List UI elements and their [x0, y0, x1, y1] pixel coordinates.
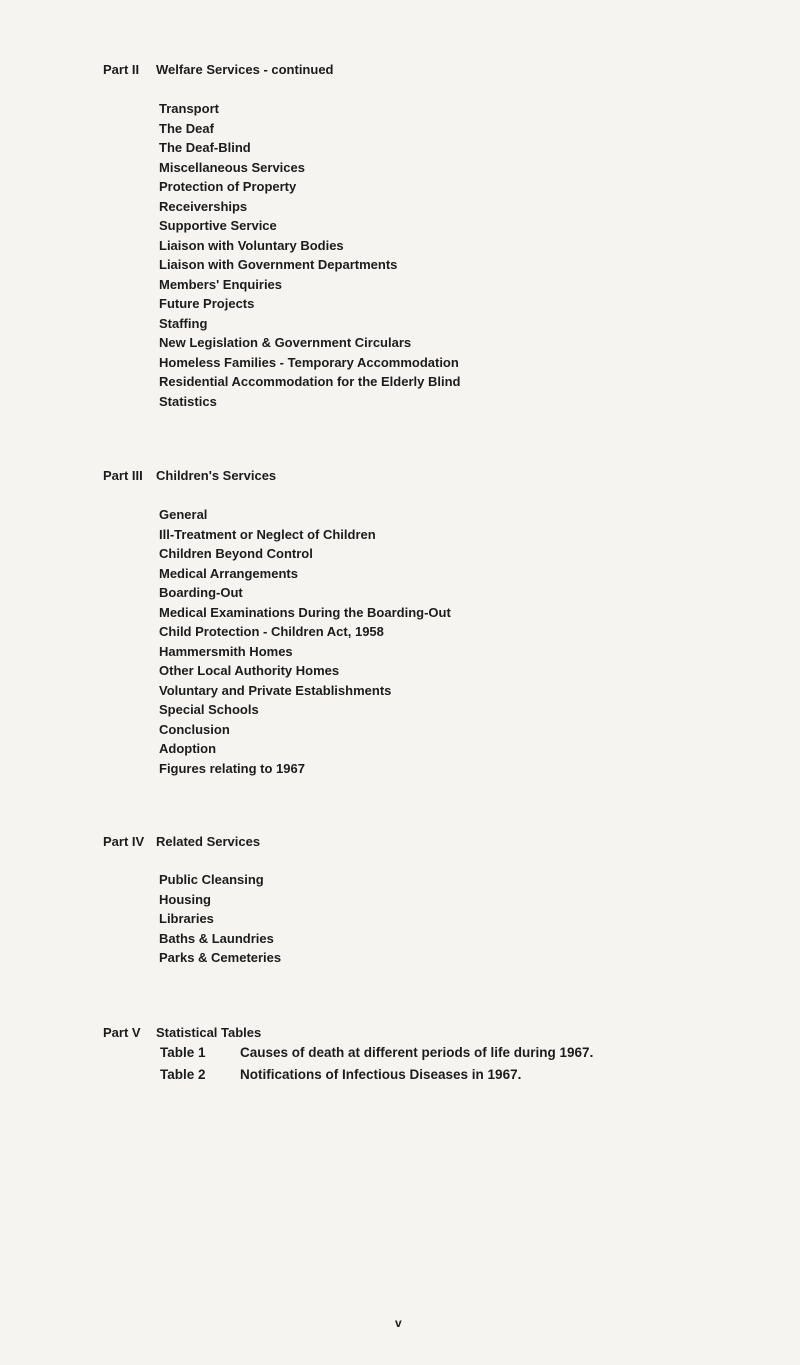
- part-3-heading: [103, 468, 276, 483]
- list-item: Children Beyond Control: [159, 546, 313, 561]
- part-4-heading: [103, 834, 260, 849]
- part-4-label: Part IV: [103, 834, 145, 849]
- list-item: Conclusion: [159, 721, 230, 737]
- table-entry-1: [160, 1045, 593, 1060]
- list-item: Liaison with Government Departments: [159, 257, 398, 272]
- list-item: Baths & Laundries: [159, 930, 274, 946]
- list-item: Housing: [159, 891, 211, 907]
- list-item: Voluntary and Private Establishments: [159, 682, 392, 698]
- part-2-heading: [103, 62, 334, 77]
- part-5-heading: [103, 1025, 261, 1040]
- list-item: Medical Arrangements: [159, 565, 298, 581]
- list-item: Receiverships: [159, 198, 248, 214]
- list-item: General: [159, 507, 208, 522]
- part-2-label: Part II: [103, 62, 140, 77]
- part-4-list: [159, 870, 281, 968]
- table-2-desc: Notifications of Infectious Diseases in 1967.: [240, 1067, 522, 1082]
- part-5-label: Part V: [103, 1025, 141, 1040]
- list-item: Transport: [159, 101, 219, 116]
- list-item: Residential Accommodation for the Elderly Blind: [159, 374, 461, 389]
- list-item: Ill-Treatment or Neglect of Children: [159, 526, 376, 542]
- list-item: Parks & Cemeteries: [159, 950, 282, 965]
- list-item: Libraries: [159, 911, 214, 926]
- list-item: Future Projects: [159, 296, 255, 311]
- list-item: Boarding-Out: [159, 585, 243, 600]
- table-2-label: Table 2: [160, 1067, 206, 1082]
- list-item: Miscellaneous Services: [159, 159, 305, 175]
- part-2-title: Welfare Services - continued: [156, 62, 334, 77]
- table-1-desc: Causes of death at different periods of life during 1967.: [240, 1045, 594, 1060]
- list-item: Supportive Service: [159, 218, 277, 233]
- table-entry-2: [160, 1067, 521, 1082]
- list-item: Medical Examinations During the Boarding-Out: [159, 604, 451, 620]
- part-3-title: Children's Services: [156, 468, 277, 483]
- list-item: Statistics: [159, 393, 217, 409]
- list-item: The Deaf: [159, 120, 214, 136]
- list-item: Other Local Authority Homes: [159, 663, 340, 678]
- list-item: Members' Enquiries: [159, 276, 283, 292]
- part-3-list: [159, 505, 451, 778]
- list-item: Figures relating to 1967: [159, 760, 305, 776]
- table-1-label: Table 1: [160, 1045, 206, 1060]
- list-item: Protection of Property: [159, 179, 297, 194]
- list-item: Liaison with Voluntary Bodies: [159, 237, 344, 253]
- list-item: Special Schools: [159, 702, 259, 717]
- list-item: Adoption: [159, 741, 217, 756]
- part-3-label: Part III: [103, 468, 143, 483]
- list-item: The Deaf-Blind: [159, 140, 251, 155]
- list-item: Staffing: [159, 315, 208, 331]
- page-number: v: [395, 1316, 402, 1330]
- list-item: Public Cleansing: [159, 872, 264, 887]
- part-5-title: Statistical Tables: [156, 1025, 262, 1040]
- part-4-title: Related Services: [156, 834, 261, 849]
- list-item: Hammersmith Homes: [159, 643, 293, 659]
- list-item: Child Protection - Children Act, 1958: [159, 624, 384, 639]
- part-2-list: [159, 99, 460, 411]
- list-item: Homeless Families - Temporary Accommodation: [159, 354, 459, 370]
- list-item: New Legislation & Government Circulars: [159, 335, 412, 350]
